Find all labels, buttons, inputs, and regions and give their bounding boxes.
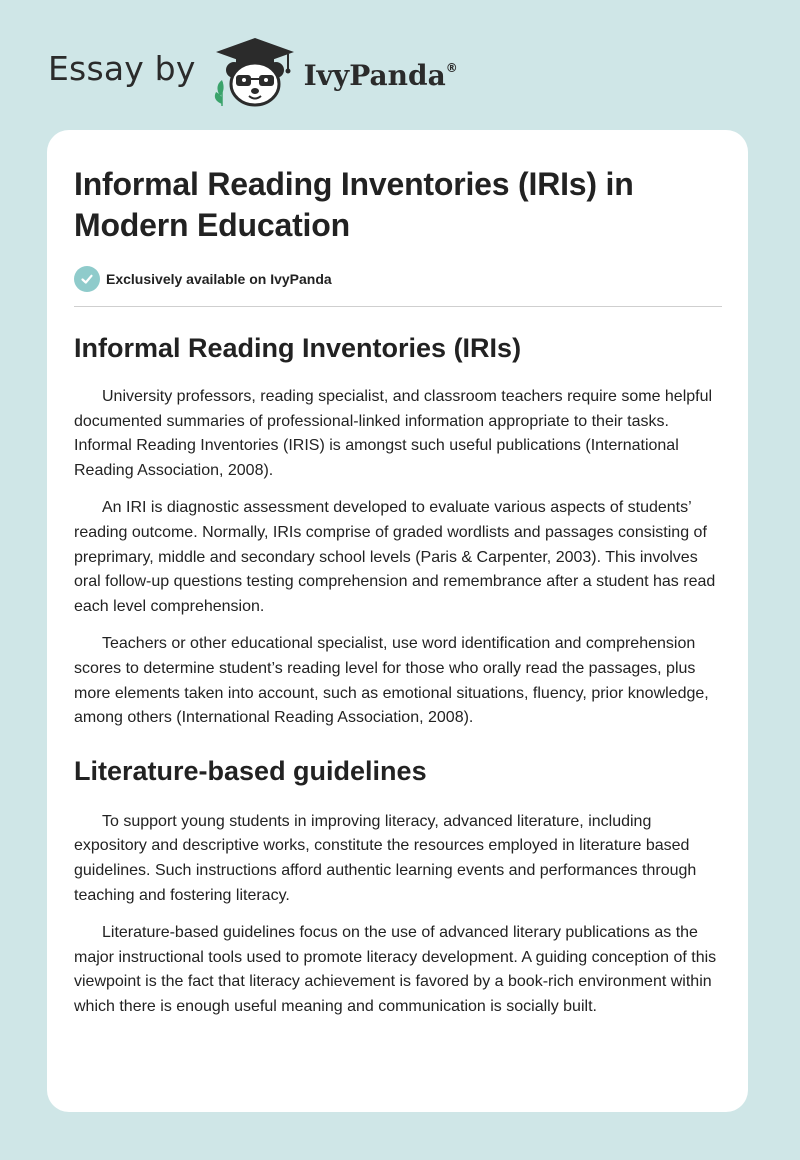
paragraph: University professors, reading specialist, and classroom teachers require some helpful documented summaries of professional-linked information appropriate to their tasks. Informal Reading Inventories (IRIS) is amongst such useful publications (International Reading Association, 2008). [74, 388, 713, 479]
site-header [48, 32, 748, 112]
article-title: Informal Reading Inventories (IRIs) in Modern Education [74, 166, 634, 243]
check-circle-icon [74, 266, 100, 292]
paragraph: An IRI is diagnostic assessment developed to evaluate various aspects of students’ reading outcome. Normally, IRIs comprise of graded wordlists and passages consisting of preprimary, middle and secondary school levels (Paris & Carpenter, 2003). This involves oral follow-up questions testing comprehension and remembrance after a student has read each level comprehension. [74, 499, 716, 615]
section-heading: Informal Reading Inventories (IRIs) [74, 333, 522, 363]
paragraph: Teachers or other educational specialist, use word identification and comprehension scores to determine student’s reading level for those who orally read the passages, plus more elements taken into account, such as emotional situations, fluency, prior knowledge, among others (International Reading Association, 2008). [74, 635, 709, 727]
title-divider [74, 306, 722, 307]
exclusive-badge [74, 266, 722, 292]
section-heading: Literature-based guidelines [74, 755, 427, 786]
brand-name[interactable]: IvyPanda® [303, 58, 458, 92]
registered-mark: ® [445, 60, 458, 75]
panda-graduate-logo-icon[interactable] [210, 34, 300, 110]
essay-by-label: Essay by [48, 48, 196, 88]
paragraph: Literature-based guidelines focus on the use of advanced literary publications as the major instructional tools used to promote literacy development. A guiding conception of this viewpoint is the fact that literacy achievement is favored by a book-rich environment within which there is enough useful meaning and communication is socially built. [74, 924, 717, 1015]
exclusive-badge-label: Exclusively available on IvyPanda [106, 271, 332, 287]
article-card [47, 130, 748, 1112]
paragraph: To support young students in improving literacy, advanced literature, including expository and descriptive works, constitute the resources employed in literature based guidelines. Such instructions afford authentic learning events and performances through teaching and fostering literacy. [74, 812, 697, 904]
